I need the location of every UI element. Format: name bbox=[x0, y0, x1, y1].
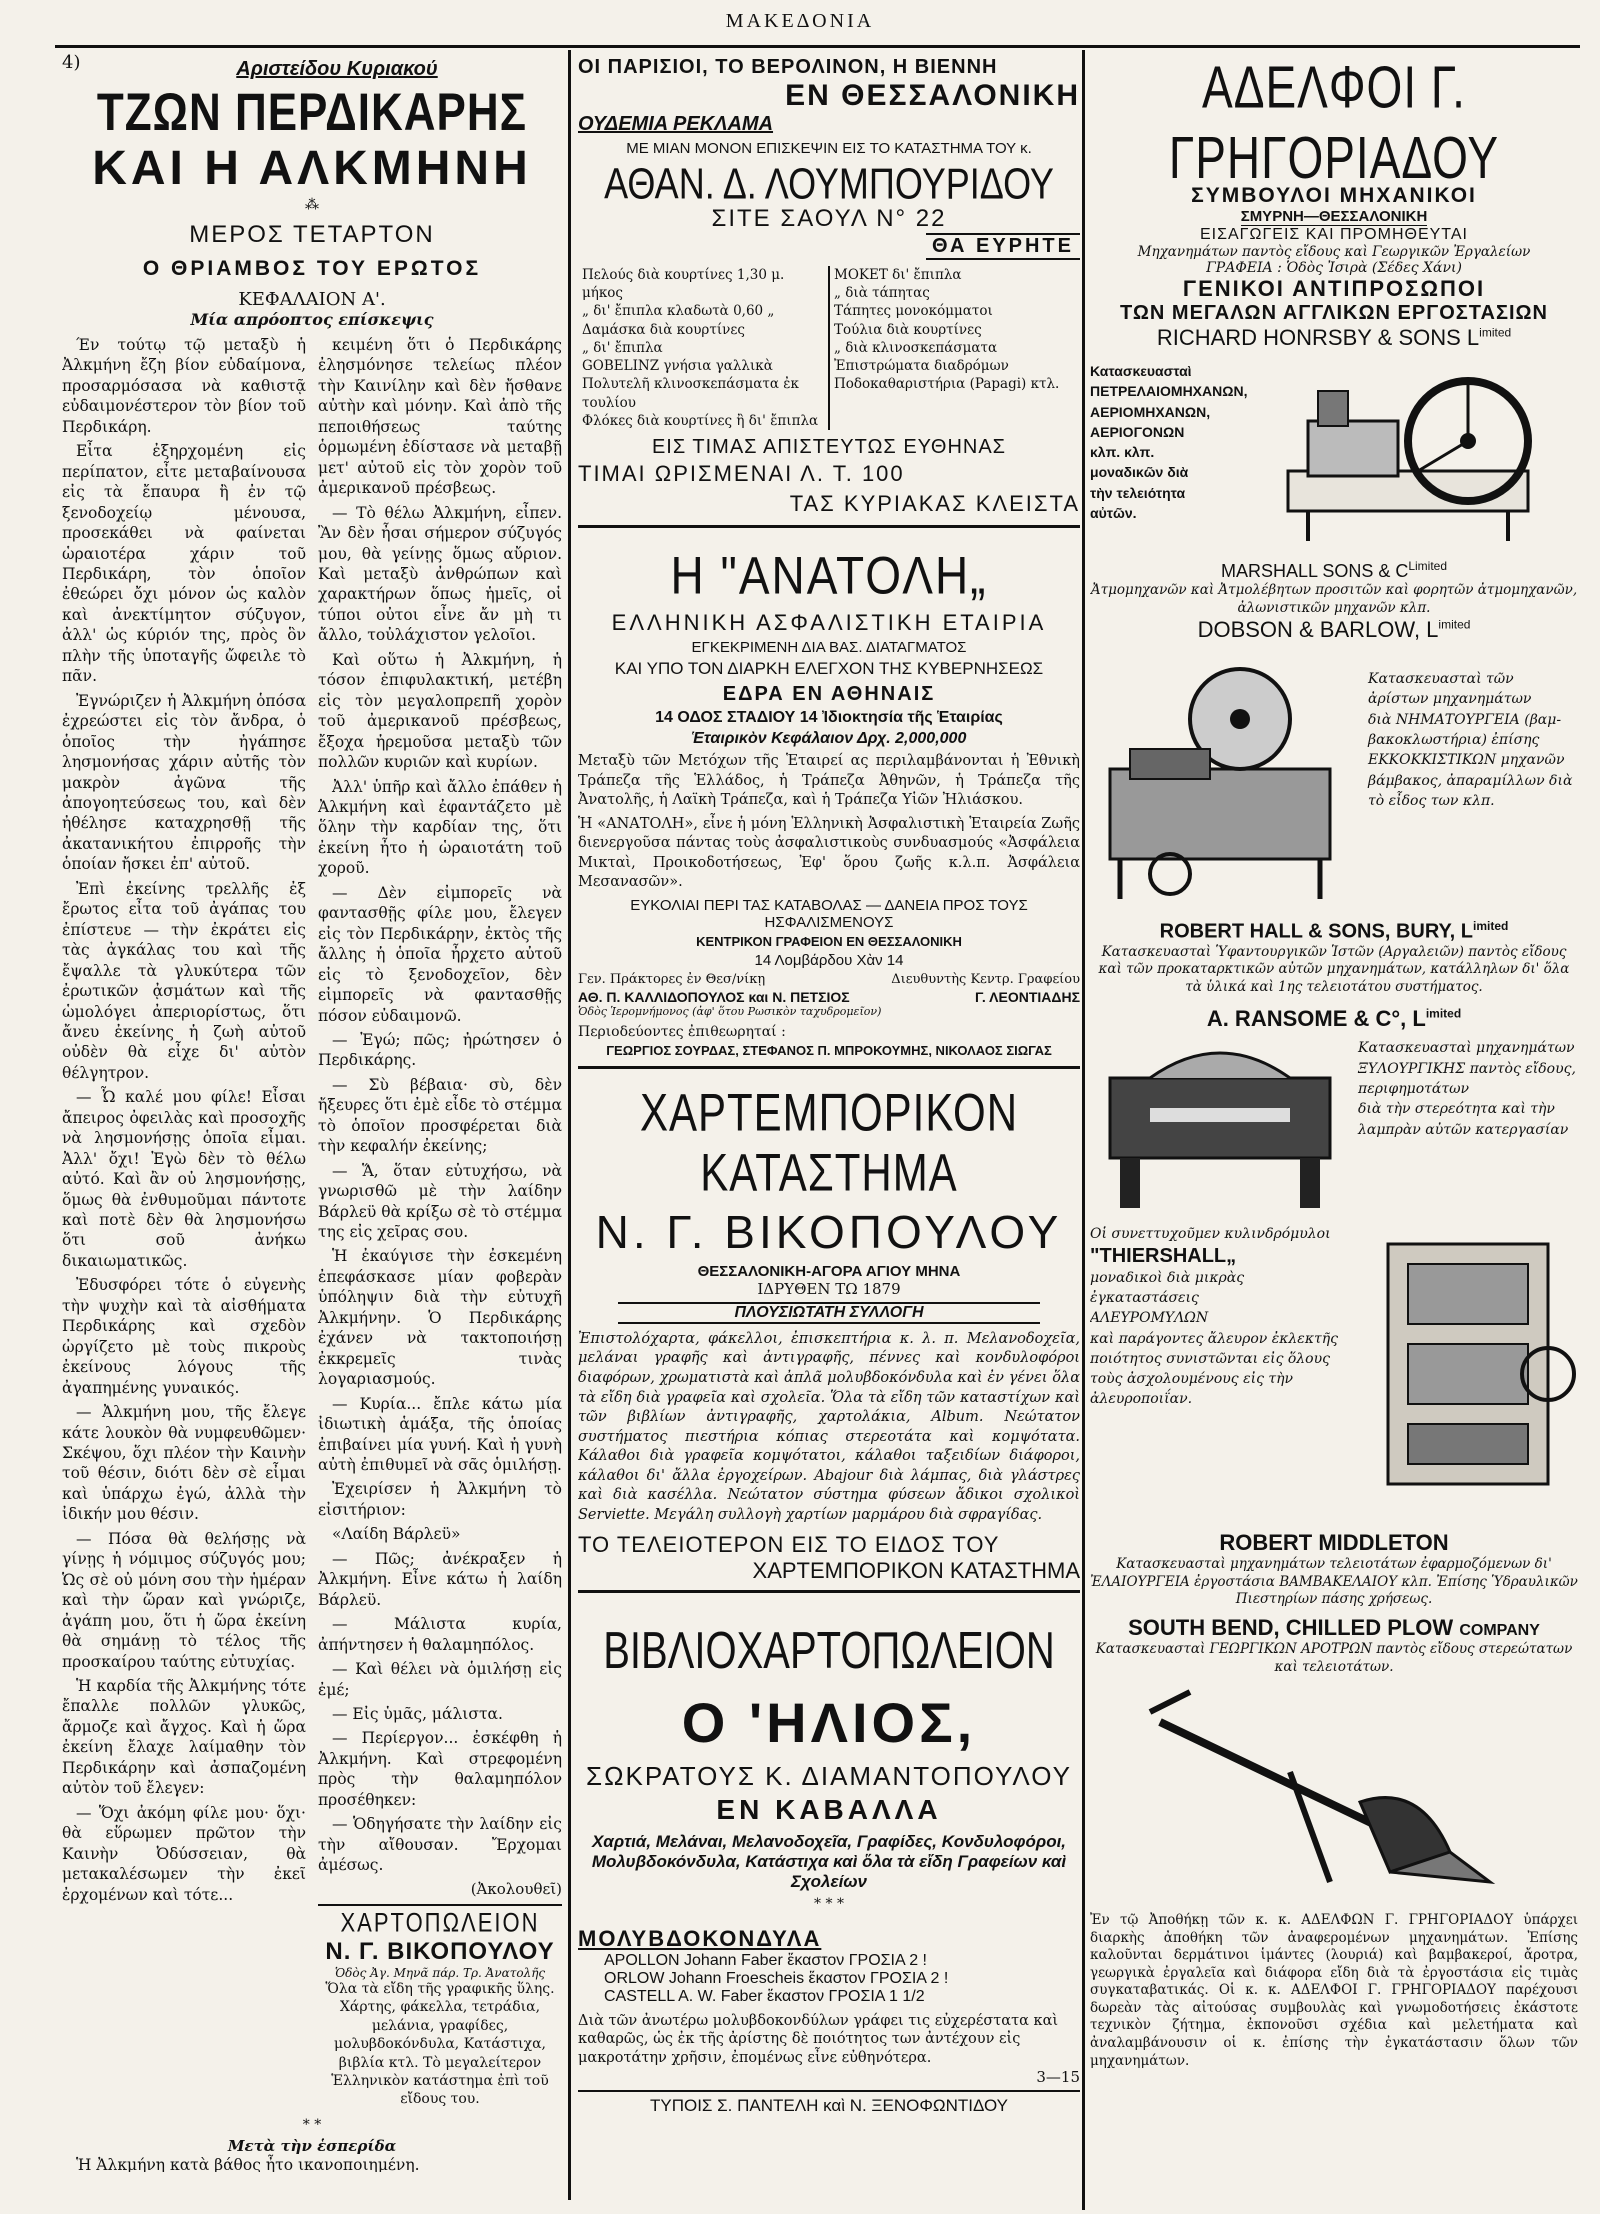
story-paragraph: — Πῶς; ἀνέκραξεν ἡ Ἀλκμήνη. Εἶνε κάτω ἡ λαίδη Βάρλεϋ. bbox=[318, 1549, 562, 1609]
ad-vikopoulou bbox=[578, 1069, 1080, 1601]
ad1-good-item: ΜΟΚΕΤ δι' ἔπιπλα bbox=[834, 267, 962, 283]
printers-line: ΤΥΠΟΙΣ Σ. ΠΑΝΤΕΛΗ καὶ Ν. ΞΕΝΟΦΩΝΤΙΔΟΥ bbox=[578, 2090, 1080, 2116]
firm-southbend bbox=[1090, 1615, 1578, 1641]
story-title-line2: ΚΑΙ Η ΑΛΚΜΗΝΗ bbox=[92, 142, 532, 195]
dobson-desc-line: τὸ εἶδος των κλπ. bbox=[1368, 792, 1495, 809]
paper-best: ΤΟ ΤΕΛΕΙΟΤΕΡΟΝ ΕΙΣ ΤΟ ΕΙΔΟΣ ΤΟΥ bbox=[578, 1531, 1000, 1557]
thiershall-intro bbox=[1090, 1224, 1350, 1244]
story-subtitle: Ο ΘΡΙΑΜΒΟΣ ΤΟΥ ΕΡΩΤΟΣ bbox=[142, 257, 482, 280]
hornsby-desc bbox=[1090, 361, 1248, 551]
woodworking-machine-illustration bbox=[1090, 1038, 1350, 1218]
firm-dobson bbox=[1090, 617, 1578, 643]
general-representatives: ΓΕΝΙΚΟΙ ΑΝΤΙΠΡΟΣΩΠΟΙ bbox=[1182, 276, 1486, 301]
anat-role-agents: Γεν. Πράκτορες ἐν Θεσ/νίκῃ bbox=[578, 971, 766, 987]
dobson-row bbox=[1090, 649, 1578, 909]
story-paragraph: Ἡ καρδία τῆς Ἀλκμήνης τότε ἔπαλλε πολλῶν γλυκῶς, ἄρμοζε καὶ ἄγχος. Καὶ ἡ ὥρα ἐκείνη ἔλαχε λαίμαθην τὸν Περδικάρην καὶ ἀσπαζομένη αὐτὸν τοῦ ἔλεγεν: bbox=[62, 1677, 306, 1798]
firm-ransome-name: A. RANSOME & C°, L bbox=[1206, 1006, 1426, 1032]
pencil-row: ORLOW Johann Froescheis ἕκαστον ΓΡΟΣΙΑ 2 ! bbox=[604, 1969, 949, 1987]
story-body-right bbox=[318, 335, 562, 2113]
anat-line4: Ἑταιρικὸν Κεφάλαιον Δρχ. 2,000,000 bbox=[691, 729, 967, 747]
anat-title: Η "ΑΝΑΤΟΛΗ„ bbox=[670, 545, 988, 605]
story-paragraph: — Μάλιστα κυρία, ἀπήντησεν ἡ θαλαμηπόλος. bbox=[318, 1615, 562, 1654]
ad-ilios bbox=[578, 1621, 1080, 2117]
dobson-desc-line: βακοκλωστήρια) ἐπίσης bbox=[1368, 731, 1540, 748]
ornament: ⁂ bbox=[305, 197, 319, 213]
story-part: ΜΕΡΟΣ ΤΕΤΑΡΤΟΝ bbox=[189, 221, 435, 248]
story-paragraph: — Τὸ θέλω Ἀλκμήνη, εἶπεν. Ἂν δὲν ἦσαι σήμερον σύζυγός μου, θὰ γείνῃς ὅμως αὔριον. Καὶ μεταξὺ ἀνθρώπων καὶ χαρακτήρων ὅπως ἡμεῖς, οἱ τύποι οὐτοι εἶνε ἄν μὴ τι ἄλλο, τοὐλάχιστον γελοῖοι. bbox=[318, 503, 562, 645]
anat-line5: ΕΥΚΟΛΙΑΙ ΠΕΡΙ ΤΑΣ ΚΑΤΑΒΟΛΑΣ — ΔΑΝΕΙΑ ΠΡΟΣ ΤΟΥΣ ΗΣΦΑΛΙΣΜΕΝΟΥΣ bbox=[630, 896, 1028, 931]
firm-hornsby-sup: imited bbox=[1479, 325, 1512, 340]
firm-hornsby-name: RICHARD HONRSBY & SONS L bbox=[1156, 325, 1480, 350]
ad1-goods-left bbox=[578, 266, 830, 430]
ad-loumpouridou bbox=[578, 52, 1080, 528]
story-paragraph: — Εἰς ὑμᾶς, μάλιστα. bbox=[332, 1705, 503, 1723]
thiershall-row bbox=[1090, 1224, 1578, 1524]
ad1-good-item: Πολυτελῆ κλινοσκεπάσματα ἐκ τουλίου bbox=[582, 376, 799, 411]
firm-dobson-name: DOBSON & BARLOW, L bbox=[1197, 617, 1439, 643]
story-paragraph: Ἀλλ' ὑπῆρ καὶ ἄλλο ἐπάθεν ἡ Ἀλκμήνη καὶ ἐφαντάζετο μὲ ὅλην τὴν καρδίαν της, ὅτι ἐκείνη ἦτο ἡ ὡραιοτάτη τοῦ χοροῦ. bbox=[318, 777, 562, 878]
firm-marshall-name: MARSHALL SONS & C bbox=[1220, 561, 1409, 581]
thiershall-desc bbox=[1090, 1268, 1350, 1410]
ad1-name: ΑΘΑΝ. Δ. ΛΟΥΜΠΟΥΡΙΔΟΥ bbox=[604, 158, 1054, 208]
firm-dobson-sup: imited bbox=[1438, 617, 1471, 632]
c1-ad-address: Ὁδὸς Ἀγ. Μηνᾶ πάρ. Τρ. Ἀνατολῆς bbox=[334, 1965, 546, 1980]
book-items: Χαρτιά, Μελάναι, Μελανοδοχεῖα, Γραφίδες, Κονδυλοφόροι, Μολυβδοκόνδυλα, Κατάστιχα καὶ ὅλα τὰ εἴδη Γραφείων καὶ Σχολείων bbox=[591, 1831, 1067, 1891]
dobson-desc-line: βάμβακος, ἀπαραμίλλων διὰ bbox=[1368, 772, 1573, 789]
ad1-good-item: Πελούς διὰ κουρτίνες 1,30 μ. μήκος bbox=[582, 267, 785, 302]
story-chapter: ΚΕΦΑΛΑΙΟΝ Α'. bbox=[238, 289, 386, 310]
column-serial-story bbox=[62, 52, 562, 2172]
anat-line1: ΕΓΚΕΚΡΙΜΕΝΗ ΔΙΑ ΒΑΣ. ΔΙΑΤΑΓΜΑΤΟΣ bbox=[691, 638, 967, 656]
story-paragraph: — Ὁδηγήσατε τὴν λαίδην εἰς τὴν αἴθουσαν. Ἔρχομαι ἀμέσως. bbox=[318, 1815, 562, 1875]
ransome-desc bbox=[1358, 1038, 1578, 1218]
ad1-good-item: GOBELINZ γνήσια γαλλικὰ bbox=[582, 358, 773, 375]
story-paragraph: — Ἅ, ὅταν εὐτυχήσω, νὰ γνωρισθῶ μὲ τὴν λαίδην Βάρλεϋ θὰ κρίξω σὲ τὸ στέμμα της εἰς χεῖρας σου. bbox=[318, 1161, 562, 1242]
ad1-good-item: Τούλια διὰ κουρτίνες bbox=[834, 321, 982, 338]
book-title: ΒΙΒΛΙΟΧΑΡΤΟΠΩΛΕΙΟΝ bbox=[603, 1621, 1055, 1679]
ad1-good-item: Δαμάσκα διὰ κουρτίνες bbox=[582, 321, 745, 338]
thiershall-name: "ΤΗΙERSHALL„ bbox=[1090, 1244, 1237, 1267]
firm-hall-name: ROBERT HALL & SONS, BURY, L bbox=[1159, 920, 1473, 943]
thiershall-desc-line: μοναδικοὶ διὰ μικρὰς ἐγκαταστάσεις bbox=[1090, 1269, 1245, 1306]
story-paragraph: — Πόσα θὰ θελήσῃς νὰ γίνῃς ἡ νόμιμος σύζυγός μου; Ὡς σὲ οὐ μόνη σου τὴν ἡμέραν καὶ τὴν ὥραν καὶ γνώριζε, ἀγάπη μου, ὅτι ἡ ὥρα ἐκείνη θὰ σημάνῃ τὸ τέλος τῆς προσκαίρου ταύτης εὐτυχίας. bbox=[62, 1529, 306, 1671]
column-rule-2 bbox=[1082, 50, 1085, 2210]
final-heading: Μετὰ τὴν ἑσπερίδα bbox=[227, 2136, 397, 2155]
story-body-left bbox=[62, 335, 306, 2113]
location: ΣΜΥΡΝΗ—ΘΕΣΣΑΛΟΝΙΚΗ bbox=[1240, 208, 1428, 225]
c1-ad-title: ΧΑΡΤΟΠΩΛΕΙΟΝ bbox=[340, 1907, 540, 1938]
pencil-number: 3—15 bbox=[1036, 2068, 1080, 2087]
dobson-desc-line: διὰ ΝΗΜΑΤΟΥΡΓΕΙΑ (βαμ- bbox=[1368, 711, 1562, 728]
story-paragraph: — Σὺ βέβαια· σὺ, δὲν ἤξευρες ὅτι ἐμὲ εἶδε τὸ στέμμα τὸ ὁποῖον προσφέρεται διὰ τὴν κεφαλήν ἐκείνης; bbox=[318, 1075, 562, 1156]
story-paragraph: Εἶτα ἐξηρχομένη εἰς περίπατον, εἶτε μεταβαίνουσα εἰς τὰ ἔπαυρα ἢ ἐν τῷ ξενοδοχείῳ μένουσα, προσεκάθει νὰ φαίνεται ὡραιοτέρα χάριν τοῦ Περδικάρη, τὸν ὁποῖον ἐθεώρει ὄχι μόνον ὡς καλὸν καὶ ἀνεκτίμητον σύζυγον, ἀλλ' ὡς κύριόν της, πρὸς ὃν πλὴν τῆς ὑποταγῆς ὤφειλε τὸ πᾶν. bbox=[62, 442, 306, 686]
ad1-good-item: „ διὰ κλινοσκεπάσματα bbox=[834, 339, 998, 356]
ad1-goods-right bbox=[830, 266, 1080, 430]
paper-collection: ΠΛΟΥΣΙΩΤΑΤΗ ΣΥΛΛΟΓΗ bbox=[618, 1302, 1040, 1324]
ad-anatoli bbox=[578, 528, 1080, 1069]
ad1-good-item: Ποδοκαθαριστήρια (Papagi) κτλ. bbox=[834, 376, 1060, 393]
roller-mill-illustration bbox=[1358, 1224, 1578, 1524]
engineers: ΣΥΜΒΟΥΛΟΙ ΜΗΧΑΝΙΚΟΙ bbox=[1191, 184, 1477, 207]
southbend-desc: Κατασκευασταὶ ΓΕΩΡΓΙΚΩΝ ΑΡΟΤΡΩΝ παντὸς εἴδους στερεώτατων καὶ τελειοτάτων. bbox=[1095, 1641, 1573, 1675]
marshall-desc: Ἀτμομηχανῶν καὶ Ἀτμολέβητων προσιτῶν καὶ φορητῶν ἀτμομηχανῶν, ἀλωνιστικῶν μηχανῶν κλπ. bbox=[1090, 582, 1578, 616]
story-paragraph: «Λαίδη Βάρλεϋ» bbox=[332, 1525, 461, 1544]
anat-line3: 14 ΟΔΟΣ ΣΤΑΔΙΟΥ 14 Ἰδιοκτησία τῆς Ἑταιρίας bbox=[655, 708, 1003, 726]
ad1-line1: ΟΙ ΠΑΡΙΣΙΟΙ, ΤΟ ΒΕΡΟΛΙΝΟΝ, Η ΒΙΕΝΝΗ bbox=[578, 56, 998, 78]
story-paragraph: Ἐπὶ ἐκείνης τρελλῆς ἐξ ἔρωτος εἶτα τοῦ ἀγάπας του ἐπίστευε — τὴν ἐκράτει εἰς τὰς ἀγκάλας του καὶ τῆς ἔψαλλε τὰ γλυκύτερα τῶν ἐρωτικῶν ᾀσμάτων καὶ τῆς ὡμολόγει ἀπεριορίστως, ὅτι ἄνευ ἐκείνης ἡ ζωὴ αὐτοῦ οὐδὲν θὰ εἶχε δι' αὐτὸν θέλγητρον. bbox=[62, 879, 306, 1082]
ad1-good-item: „ δι' ἔπιπλα bbox=[582, 339, 663, 356]
story-title-line1: ΤΖΩΝ ΠΕΡΔΙΚΑΡΗΣ bbox=[96, 83, 528, 142]
story-paragraph: Ἐδυσφόρει τότε ὁ εὐγενὴς τὴν ψυχὴν καὶ τὰ αἰσθήματα Περδικάρης καὶ σχεδὸν ὠργίζετο μὲ τοὺς πικροὺς ἐκείνους λόγους τῆς ἀγαπημένης γυναικός. bbox=[62, 1276, 306, 1397]
story-paragraph: Έν τούτῳ τῷ μεταξὺ ἡ Ἀλκμήνη ἔζη βίον εὐδαίμονα, προσαρμόσασα νὰ καθιστᾷ εὐδαιμονέστερον τὸν βίον τοῦ Περδικάρη. bbox=[62, 336, 306, 436]
dobson-desc-line: ΕΚΚΟΚΚΙΣΤΙΚΩΝ μηχανῶν bbox=[1368, 752, 1565, 769]
story-header-row bbox=[62, 52, 562, 81]
book-shop-name: Ο 'ΗΛΙΟΣ, bbox=[681, 1690, 977, 1754]
dobson-desc-line: Κατασκευασταὶ τῶν ἀρίστων μηχανημάτων bbox=[1368, 671, 1532, 708]
anat-inspectors: ΓΕΩΡΓΙΟΣ ΣΟΥΡΔΑΣ, ΣΤΕΦΑΝΟΣ Π. ΜΠΡΟΚΟΥΜΗΣ, ΝΙΚΟΛΑΟΣ ΣΙΩΓΑΣ bbox=[606, 1042, 1052, 1058]
firm-southbend-company: COMPANY bbox=[1459, 1622, 1540, 1640]
ad1-good-item: „ δι' ἔπιπλα κλαδωτὰ 0,60 „ bbox=[582, 303, 775, 320]
story-section: Μία απρόοπτος επίσκεψις bbox=[190, 310, 434, 329]
pencil-note: Διὰ τῶν ἀνωτέρω μολυβδοκονδύλων γράφει τις εὐχερέστατα καὶ καθαρῶς, ὡς ἐκ τῆς ἀρίστης δὲ ποιότητος των ἀντέχουν εἰς μακροτάτην χρῆσιν, ἐπομένως εἶνε εὐθηνότερα. bbox=[578, 2012, 1059, 2067]
story-paragraph: Ἡ ἐκαύγισε τὴν ἐσκεμένη ἐπεφάσκασε μίαν φοβερὰν ὑπόληψιν διὰ τὴν εὐτυχῆ Ἀλκμήνην. Ὁ Περδικάρης ἐχάνεν νὰ τακτοποιήσῃ ἐκκρεμεῖς τινὰς λογαριασμούς. bbox=[318, 1247, 562, 1389]
story-continued: (Ἀκολουθεῖ) bbox=[470, 1879, 562, 1898]
story-paragraph: — Περίεργον... ἐσκέφθη ἡ Ἀλκμήνη. Καὶ στρεφομένη πρὸς τὴν θαλαμηπόλον προσέθηκεν: bbox=[318, 1729, 562, 1809]
hornsby-desc-line: Κατασκευασταὶ bbox=[1090, 363, 1192, 379]
c1-ad-body: Ὅλα τὰ εἴδη τῆς γραφικῆς ὕλης. Χάρτης, φάκελλα, τετράδια, μελάνια, γραφίδες, μολυβδοκόνδυλα, Κατάστιχα, βιβλία κτλ. Τὸ μεγαλείτερον Ἑλληνικὸν κατάστημα ἐπὶ τοῦ εἴδους του. bbox=[325, 1980, 555, 2108]
hornsby-desc-line: τὴν τελειότητα bbox=[1090, 484, 1186, 501]
ad1-line2: ΕΝ ΘΕΣΣΑΛΟΝΙΚΗ bbox=[785, 79, 1080, 112]
pencil-rows bbox=[578, 1952, 1080, 2006]
ransome-desc-line: Κατασκευασταὶ μηχανημάτων ΞΥΛΟΥΡΓΙΚΗΣ παντὸς εἴδους, περιφημοτάτων bbox=[1358, 1040, 1576, 1097]
pencils-heading: ΜΟΛΥΒΔΟΚΟΝΔΥΛΑ bbox=[578, 1925, 822, 1951]
hornsby-desc-line: ΑΕΡΙΟΜΗΧΑΝΩΝ, bbox=[1090, 403, 1211, 420]
story-paragraph: — Ὅχι ἀκόμη φίλε μου· ὅχι· θὰ εὕρωμεν πρῶτον τὴν Καινὴν Ὀδύσσειαν, θὰ μετακαλέσωμεν τὴν ἐκεῖ ἐρχομένων καὶ τότε... bbox=[62, 1803, 306, 1904]
ad1-good-item: „ διὰ τάπητας bbox=[834, 285, 930, 302]
thiershall-intro-line: Οἱ συνεττυχοῦμεν κυλινδρόμυλοι bbox=[1090, 1226, 1331, 1243]
anat-subtitle: ΕΛΛΗΝΙΚΗ ΑΣΦΑΛΙΣΤΙΚΗ ΕΤΑΙΡΙΑ bbox=[611, 609, 1047, 635]
firm-middleton: ROBERT MIDDLETON bbox=[1219, 1530, 1449, 1556]
story-paragraph: — Δὲν εἰμπορεῖς νὰ φαντασθῇς φίλε μου, ἔλεγεν εἰς τὸν Περδικάρην, ἐκτὸς τῆς ἄλλης ἡ ὁποῖα ἦρχετο αὐτοῦ εἰς τὸ ξενοδοχεῖον, δὲν εἰμπορεῖς νὰ φαντασθῇς πόσον εὐδαιμονῶ. bbox=[318, 883, 562, 1025]
offices-line: ΓΡΑΦΕΙΑ : Ὁδὸς Ἰσιρὰ (Σέδες Χάνι) bbox=[1206, 260, 1462, 276]
anat-line2: ΚΑΙ ΥΠΟ ΤΟΝ ΔΙΑΡΚΗ ΕΛΕΓΧΟΝ ΤΗΣ ΚΥΒΕΡΝΗΣΕΩΣ bbox=[614, 658, 1044, 678]
ornament-stars-2: * * * bbox=[814, 1895, 844, 1912]
hornsby-desc-line: ΠΕΤΡΕΛΑΙΟΜΗΧΑΝΩΝ, bbox=[1090, 383, 1248, 400]
masthead: ΜΑΚΕΔΟΝΙΑ bbox=[725, 10, 875, 32]
firm-hornsby bbox=[1090, 325, 1578, 351]
ad1-goods-list bbox=[578, 266, 1080, 430]
story-paragraph: κειμένη ὅτι ὁ Περδικάρης ἐλησμόνησε τελείως πλέον τὴν Καινίλην καὶ δὲν ἤσθανε αὐτὴν καὶ μόνην. Καὶ ἀπὸ τῆς πεποιθήσεως ταύτης ὁρμωμένη ἐδίστασε νὰ μεταβῇ μετ' αὐτοῦ εἰς τὸν χορὸν τοῦ ἀμερικανοῦ πρέσβεως. bbox=[318, 336, 562, 498]
anat-paragraph2: Ἡ «ΑΝΑΤΟΛΗ», εἶνε ἡ μόνη Ἑλληνικὴ Ἀσφαλιστικὴ Ἑταιρεία Ζωῆς διενεργοῦσα πάντας τοὺς ἀσφαλιστικοὺς συνδυασμούς «Ἀσφάλεια Μικταὶ, Προικοδοτήσεως, Ἐφ' ὅρου ζωῆς κ.λ.π. Ἀσφάλεια Μεσανασῶν». bbox=[578, 815, 1080, 891]
firm-hall bbox=[1090, 919, 1578, 944]
paper-title: ΧΑΡΤΕΜΠΟΡΙΚΟΝ ΚΑΤΑΣΤΗΜΑ bbox=[639, 1082, 1019, 1202]
story-body bbox=[62, 335, 562, 2113]
paper-founded: ΙΔΡΥΘΕΝ ΤΩ 1879 bbox=[757, 1279, 901, 1298]
c1-ad-box bbox=[318, 1904, 562, 2109]
anat-agents: ΑΘ. Π. ΚΑΛΛΙΔΟΠΟΥΛΟΣ και Ν. ΠΕΤΣΙΟΣ bbox=[578, 988, 850, 1005]
firm-marshall bbox=[1090, 559, 1578, 582]
ad1-prices: ΕΙΣ ΤΙΜΑΣ ΑΠΙΣΤΕΥΤΩΣ ΕΥΘΗΝΑΣ bbox=[651, 435, 1007, 458]
firm-southbend-name: SOUTH BEND, CHILLED PLOW bbox=[1128, 1615, 1454, 1641]
firm-ransome bbox=[1090, 1006, 1578, 1032]
c1-ad-name: Ν. Γ. ΒΙΚΟΠΟΥΛΟΥ bbox=[325, 1937, 555, 1965]
story-byline: Αριστείδου Κυριακού bbox=[236, 58, 438, 80]
spinning-machine-illustration bbox=[1090, 649, 1360, 909]
oil-engine-illustration bbox=[1248, 361, 1568, 551]
hornsby-row bbox=[1090, 361, 1578, 551]
hornsby-desc-line: κλπ. κλπ. bbox=[1090, 444, 1155, 461]
anat-director: Γ. ΛΕΟΝΤΙΑΔΗΣ bbox=[975, 988, 1080, 1005]
column-grigoriadou bbox=[1090, 52, 1578, 2212]
firm-ransome-sup: imited bbox=[1425, 1007, 1462, 1022]
anat-roles bbox=[578, 972, 1080, 987]
ad1-good-item: Τάπητες μονοκόμματοι bbox=[834, 303, 993, 320]
ad1-good-item: Φλόκες διὰ κουρτίνες ἢ δι' ἔπιπλα bbox=[582, 412, 819, 429]
brothers-title: ΑΔΕΛΦΟΙ Γ. ΓΡΗΓΟΡΙΑΔΟΥ bbox=[1168, 53, 1500, 191]
hornsby-desc-line: ΑΕΡΙΟΓΟΝΩΝ bbox=[1090, 423, 1185, 440]
ad1-find: ΘΑ ΕΥΡΗΤΕ bbox=[926, 233, 1080, 260]
story-paragraph: Ἐγνώριζεν ἡ Ἀλκμήνη ὁπόσα ἐχρεώστει εἰς τὸν ἄνδρα, ὁ ὁποῖος τὴν ἠγάπησε λησμονήσας χάριν αὐτῆς τὸν μακρὸν ἀγῶνα τῆς ἀπογοητεύσεως του, καὶ δὲν ἠθέλησε καταχρησθῇ τῆς ἀκατανικήτου ἐπιρροῆς τὴν ὁποίαν ἤσκει ἐπ' αὐτοῦ. bbox=[62, 691, 306, 874]
ransome-row bbox=[1090, 1038, 1578, 1218]
anat-note: Ὁδὸς Ἱερομνήμονος (ἀφ' ὅτου Ρωσικὸν ταχυδρομεῖον) bbox=[578, 1004, 882, 1018]
ad1-good-item: Ἐπιστρώματα διαδρόμων bbox=[834, 358, 1009, 375]
hornsby-desc-line: αὐτῶν. bbox=[1090, 505, 1137, 522]
ransome-desc-line: διὰ τὴν στερεότητα καὶ τὴν bbox=[1358, 1101, 1555, 1118]
imports: ΕΙΣΑΓΩΓΕΙΣ ΚΑΙ ΠΡΟΜΗΘΕΥΤΑΙ bbox=[1200, 226, 1468, 243]
middleton-desc: Κατασκευασταὶ μηχανημάτων τελειοτάτων ἐφαρμοζόμενων δι' ἘΛΑΙΟΥΡΓΕΙΑ ἐργοστάσια ΒΑΜΒΑΚΕΛΑΙΟΥ κλπ. Ἐπίσης Ὑδραυλικῶν Πιεστηρίων πάσης χρήσεως. bbox=[1090, 1556, 1578, 1608]
hall-desc: Κατασκευασταὶ Ὑφαντουργικῶν Ἱστῶν (Αργαλειῶν) παντὸς εἴδους καὶ τῶν προκαταρκτικῶν αὐτῶν μηχανημάτων, κατάλληλων δι' ὅλα τὰ ὑλικά καὶ 1ης τελειοτάτου συστήματος. bbox=[1098, 943, 1570, 995]
story-paragraph: — Κυρία... ἔπλε κάτω μία ἰδιωτικὴ ἁμάξα, τῆς ὁποίας ἐπιβαίνει μία γυνή. Καὶ ἡ γυνὴ αὐτὴ ἐπιθυμεῖ νὰ σᾶς ὁμιλήσῃ. bbox=[318, 1394, 562, 1475]
story-paragraph: Καὶ οὕτω ἡ Ἀλκμήνη, ἡ τόσον ἐπιφυλακτική, μετέβη εἰς τὸν μεγαλοπρεπῆ χορὸν τοῦ ἀμερικανοῦ πρέσβεως, ἔξοχα ἡρεμοῦσα μεταξὺ τῶν πολλῶν κυριῶν καὶ κυρίων. bbox=[318, 650, 562, 772]
column-rule-1 bbox=[568, 50, 571, 2200]
book-owner: ΣΩΚΡΑΤΟΥΣ Κ. ΔΙΑΜΑΝΤΟΠΟΥΛΟΥ bbox=[586, 1760, 1072, 1791]
ad1-visit: ΜΕ ΜΙΑΝ ΜΟΝΟΝ ΕΠΙΣΚΕΨΙΝ ΕΙΣ ΤΟ ΚΑΤΑΣΤΗΜΑ ΤΟΥ κ. bbox=[626, 140, 1032, 157]
book-city: ΕΝ ΚΑΒΑΛΛΑ bbox=[716, 1793, 942, 1825]
dobson-desc bbox=[1368, 649, 1578, 909]
story-paragraph: Ἐχειρίσεν ἡ Ἀλκμήνη τὸ εἰσιτήριον: bbox=[318, 1480, 562, 1519]
story-paragraph: — Ἀλκμήνη μου, τῆς ἔλεγε κάτε λουκὸν θὰ νυμφευθῶμεν· Σκέψου, ὅχι πλέον τὴν Καινὴν τοῦ θέσιν, διότι δὲν σὲ εἶμαι καὶ ὑπάρχω ἐγώ, ἀλλὰ τὴν ἰδικήν μου θέσιν. bbox=[62, 1403, 306, 1524]
thiershall-desc-line: ΑΛΕΥΡΟΜΥΛΩΝ bbox=[1090, 1310, 1209, 1327]
story-paragraph: — Καὶ θέλει νὰ ὁμιλήσῃ εἰς ἐμέ; bbox=[318, 1660, 562, 1699]
final-paragraph: Ἡ Ἀλκμήνη κατὰ βάθος ἦτο ικανοποιημένη. bbox=[76, 2155, 420, 2172]
ad1-fixed: ΤΙΜΑΙ ΩΡΙΣΜΕΝΑΙ Λ. Τ. 100 bbox=[578, 460, 905, 486]
story-paragraph: — Ἐγώ; πῶς; ἠρώτησεν ὁ Περδικάρης. bbox=[318, 1030, 562, 1070]
machines-line: Μηχανημάτων παντὸς εἴδους καὶ Γεωργικῶν Ἐργαλείων bbox=[1137, 244, 1531, 260]
anat-line6: ΚΕΝΤΡΙΚΟΝ ΓΡΑΦΕΙΟΝ ΕΝ ΘΕΣΣΑΛΟΝΙΚΗ bbox=[696, 933, 962, 949]
page-number: 4) bbox=[62, 52, 81, 73]
hornsby-desc-line: μοναδικῶν διὰ bbox=[1090, 464, 1189, 481]
ornament-stars: * * bbox=[302, 2116, 322, 2133]
thiershall-desc-line: καὶ παράγοντες ἄλευρον ἐκλεκτῆς ποιότητος συνιστῶνται εἰς ὅλους τοὺς ἀσχολουμένους εἰς τὴν ἀλευροποιΐαν. bbox=[1090, 1330, 1338, 1408]
representatives-of: ΤΩΝ ΜΕΓΑΛΩΝ ΑΓΓΛΙΚΩΝ ΕΡΓΟΣΤΑΣΙΩΝ bbox=[1120, 302, 1548, 324]
paper-location: ΘΕΣΣΑΛΟΝΙΚΗ-ΑΓΟΡΑ ΑΓΙΟΥ ΜΗΝΑ bbox=[697, 1262, 961, 1280]
thiershall-text bbox=[1090, 1224, 1350, 1524]
anat-line7: 14 Λομβάρδου Χὰν 14 bbox=[754, 951, 904, 969]
anat-seat: ΕΔΡΑ ΕΝ ΑΘΗΝΑΙΣ bbox=[722, 682, 936, 705]
anat-inspect-label: Περιοδεύοντες ἐπιθεωρηταί : bbox=[578, 1023, 786, 1040]
plow-illustration bbox=[1090, 1682, 1578, 1912]
anat-paragraph1: Μεταξὺ τῶν Μετόχων τῆς Ἑταιρεί ας περιλαμβάνονται ἡ Ἐθνικὴ Τράπεζα τῆς Ἑλλάδος, ἡ Τράπεζα Ἀθηνῶν, ἡ Τράπεζα τῆς Ἀνατολῆς, ἡ Λαϊκὴ Τράπεζα, καὶ ἡ Τράπεζα Υἱῶν Ἠλιάσκου. bbox=[578, 752, 1080, 809]
ad1-sunday: ΤΑΣ ΚΥΡΙΑΚΑΣ ΚΛΕΙΣΤΑ bbox=[789, 490, 1080, 516]
ad1-noad: ΟΥΔΕΜΙΑ ΡΕΚΛΑΜΑ bbox=[578, 113, 774, 135]
firm-hall-sup: imited bbox=[1473, 919, 1509, 934]
ransome-desc-line: λαμπρὰν αὐτῶν κατεργασίαν bbox=[1358, 1121, 1569, 1138]
anat-names bbox=[578, 989, 1080, 1005]
paper-name: Ν. Γ. ΒΙΚΟΠΟΥΛΟΥ bbox=[595, 1205, 1063, 1258]
story-paragraph: — Ὦ καλέ μου φίλε! Εἶσαι ἄπειρος ὀφειλὰς καὶ προσοχῆς νὰ λησμονήσῃς ὁποῖα εἶμαι. Ἀλλ' ὄχι! Ἐγὼ δὲν τὸ θέλω αὐτό. Καὶ ἂν οὐ λησμονήσῃς, ὅμως θὰ ἐνθυμοῦμαι πάντοτε καὶ ποτὲ δὲν θὰ λησμονήσω ὅτι σοῦ ἀνήκω δικαιωματικῶς. bbox=[62, 1088, 306, 1270]
ad1-address: ΣΙΤΕ ΣΑΟΥΛ Ν° 22 bbox=[711, 205, 947, 232]
top-rule bbox=[55, 45, 1580, 48]
paper-body: Ἐπιστολόχαρτα, φάκελλοι, ἐπισκεπτήρια κ. λ. π. Μελανοδοχεῖα, μελάναι γραφῆς καὶ ἀντιγραφῆς, πέννες καὶ κονδυλοφόροι διαφόρων, χρωματιστὰ καὶ ἀπλᾶ μολυβδοκόνδυλα καὶ ἐν γένει ὅλα τὰ εἴδη διὰ γραφεῖα καὶ σχολεῖα. Ὅλα τὰ εἴδη τῶν καταστίχων καὶ τῶν βιβλίων ἀντιγραφῆς, χαρτολάκια, Album. Νεώτατον συστήματος πιεστήρια κόπιας στερεοτάτα καὶ κομψότατα. Κάλαθοι διὰ γραφεῖα κομψότατοι, κάλαθοι ταξειδίων διάφοροι, κάλαθοι δι' ἄλλα ἐργοχείρων. Abajour διὰ λάμπας, διὰ γλάστρες καὶ διὰ κασέλλα. Νεώτατον σύστημα φύσεων ἄδικοι σχολικοὶ Serviette. Μεγάλη συλλογὴ χαρτίων μαρμάρου διὰ σφραγίδας. bbox=[578, 1330, 1080, 1523]
paper-shop: ΧΑΡΤΕΜΠΟΡΙΚΟΝ ΚΑΤΑΣΤΗΜΑ bbox=[578, 1558, 1080, 1593]
column-advertisements bbox=[578, 52, 1080, 2192]
anat-role-director: Διευθυντὴς Κεντρ. Γραφείου bbox=[891, 971, 1080, 987]
pencil-row: CASTELL A. W. Faber ἕκαστον ΓΡΟΣΙΑ 1 1/2 bbox=[604, 1987, 925, 2005]
grigoriadou-footer: Ἐν τῷ Ἀποθήκῃ τῶν κ. κ. ΑΔΕΛΦΩΝ Γ. ΓΡΗΓΟΡΙΑΔΟΥ ὑπάρχει διαρκὴς ἀποθήκη τῶν ἀναφερομένων μηχανημάτων. Ἐπίσης καλοῦνται δερμάτινοι ἱμάντες (λουριά) καὶ βαμβακεροί, ἄροτρα, γεωργικὰ ἐργαλεῖα καὶ διάφορα εἴδη διὰ τὰ ἐργοστάσια εἰς τιμὰς συγκαταβατικάς. Οἱ κ. κ. ΑΔΕΛΦΟΙ Γ. ΓΡΗΓΟΡΙΑΔΟΥ παρέχουσι δωρεὰν τὰς αἰτούσας συμβουλὰς καὶ γνωμοδοτήσεις ἐκάστοτε τεχνικὸν ζήτημα, ἐκπονοῦσι σχέδια καὶ μελετήματα καὶ ἀναλαμβάνουσιν οἱ κ. ἐπίσης τὴν ἐγκατάστασιν ὅλων τῶν μηχανημάτων. bbox=[1090, 1912, 1578, 2069]
pencil-row: APOLLON Johann Faber ἕκαστον ΓΡΟΣΙΑ 2 ! bbox=[604, 1951, 927, 1969]
firm-marshall-sup: Limited bbox=[1408, 559, 1448, 573]
